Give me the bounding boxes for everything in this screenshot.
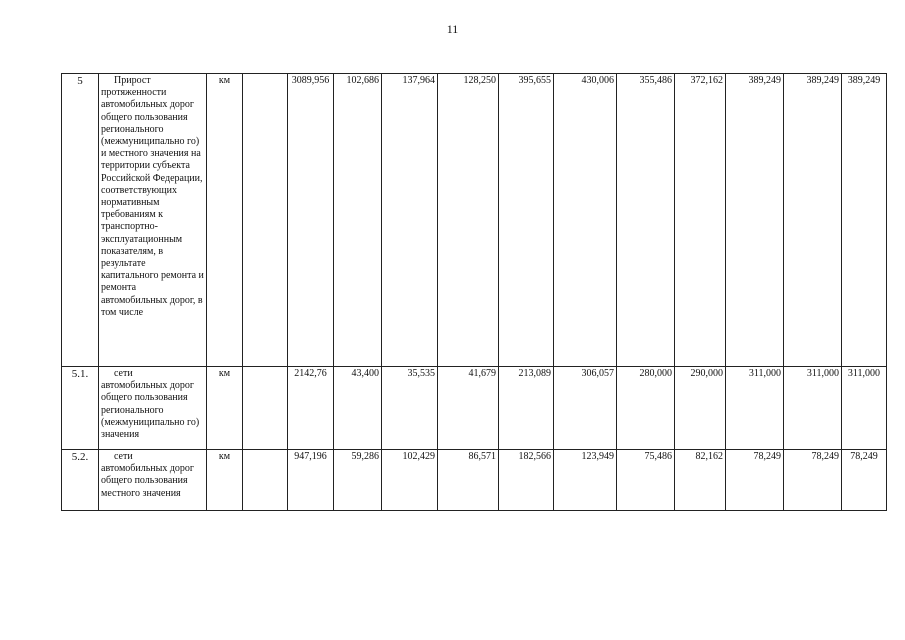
value-cell: 280,000: [617, 367, 675, 450]
value-cell: 75,486: [617, 450, 675, 511]
row-number: 5.2.: [62, 450, 99, 511]
empty-cell: [243, 450, 288, 511]
value-cell: 3089,956: [288, 74, 334, 367]
row-number: 5.1.: [62, 367, 99, 450]
unit-cell: км: [207, 74, 243, 367]
value-cell: 389,249: [842, 74, 887, 367]
value-cell: 389,249: [784, 74, 842, 367]
row-number: 5: [62, 74, 99, 367]
value-cell: 128,250: [438, 74, 499, 367]
indicator-name: [99, 74, 207, 367]
value-cell: 395,655: [499, 74, 554, 367]
empty-cell: [243, 367, 288, 450]
value-cell: 2142,76: [288, 367, 334, 450]
indicator-name-rest: протяженности автомобильных дорог общего пользования регионального (межмуниципально го) и местного значения на территории субъекта Российской Федерации, соответствующих нормативным требованиям к транспортно-эксплуатационным показателям, в результате капитального ремонта и ремонта автомобильных дорог, в том числе: [101, 87, 204, 318]
value-cell: 430,006: [554, 74, 617, 367]
value-cell: 290,000: [675, 367, 726, 450]
table-row: [62, 367, 887, 450]
value-cell: 41,679: [438, 367, 499, 450]
value-cell: 123,949: [554, 450, 617, 511]
value-cell: 311,000: [726, 367, 784, 450]
value-cell: 102,686: [334, 74, 382, 367]
unit-cell: км: [207, 450, 243, 511]
indicator-name-first: сети: [114, 451, 133, 462]
value-cell: 35,535: [382, 367, 438, 450]
value-cell: 311,000: [784, 367, 842, 450]
indicators-table: [61, 73, 887, 511]
value-cell: 372,162: [675, 74, 726, 367]
indicator-name-first: Прирост: [114, 75, 151, 86]
value-cell: 59,286: [334, 450, 382, 511]
value-cell: 947,196: [288, 450, 334, 511]
value-cell: 43,400: [334, 367, 382, 450]
indicator-name: [99, 450, 207, 511]
page-number: 11: [446, 22, 459, 36]
value-cell: 182,566: [499, 450, 554, 511]
indicator-name: [99, 367, 207, 450]
indicator-name-first: сети: [114, 368, 133, 379]
value-cell: 78,249: [842, 450, 887, 511]
indicator-name-rest: автомобильных дорог общего пользования местного значения: [101, 463, 195, 499]
empty-cell: [243, 74, 288, 367]
value-cell: 78,249: [726, 450, 784, 511]
value-cell: 311,000: [842, 367, 887, 450]
value-cell: 82,162: [675, 450, 726, 511]
value-cell: 102,429: [382, 450, 438, 511]
value-cell: 213,089: [499, 367, 554, 450]
unit-cell: км: [207, 367, 243, 450]
table-row: [62, 450, 887, 511]
indicator-name-rest: автомобильных дорог общего пользования регионального (межмуниципально го) значения: [101, 380, 200, 441]
value-cell: 389,249: [726, 74, 784, 367]
table-row: [62, 74, 887, 367]
value-cell: 355,486: [617, 74, 675, 367]
value-cell: 86,571: [438, 450, 499, 511]
value-cell: 137,964: [382, 74, 438, 367]
value-cell: 78,249: [784, 450, 842, 511]
value-cell: 306,057: [554, 367, 617, 450]
